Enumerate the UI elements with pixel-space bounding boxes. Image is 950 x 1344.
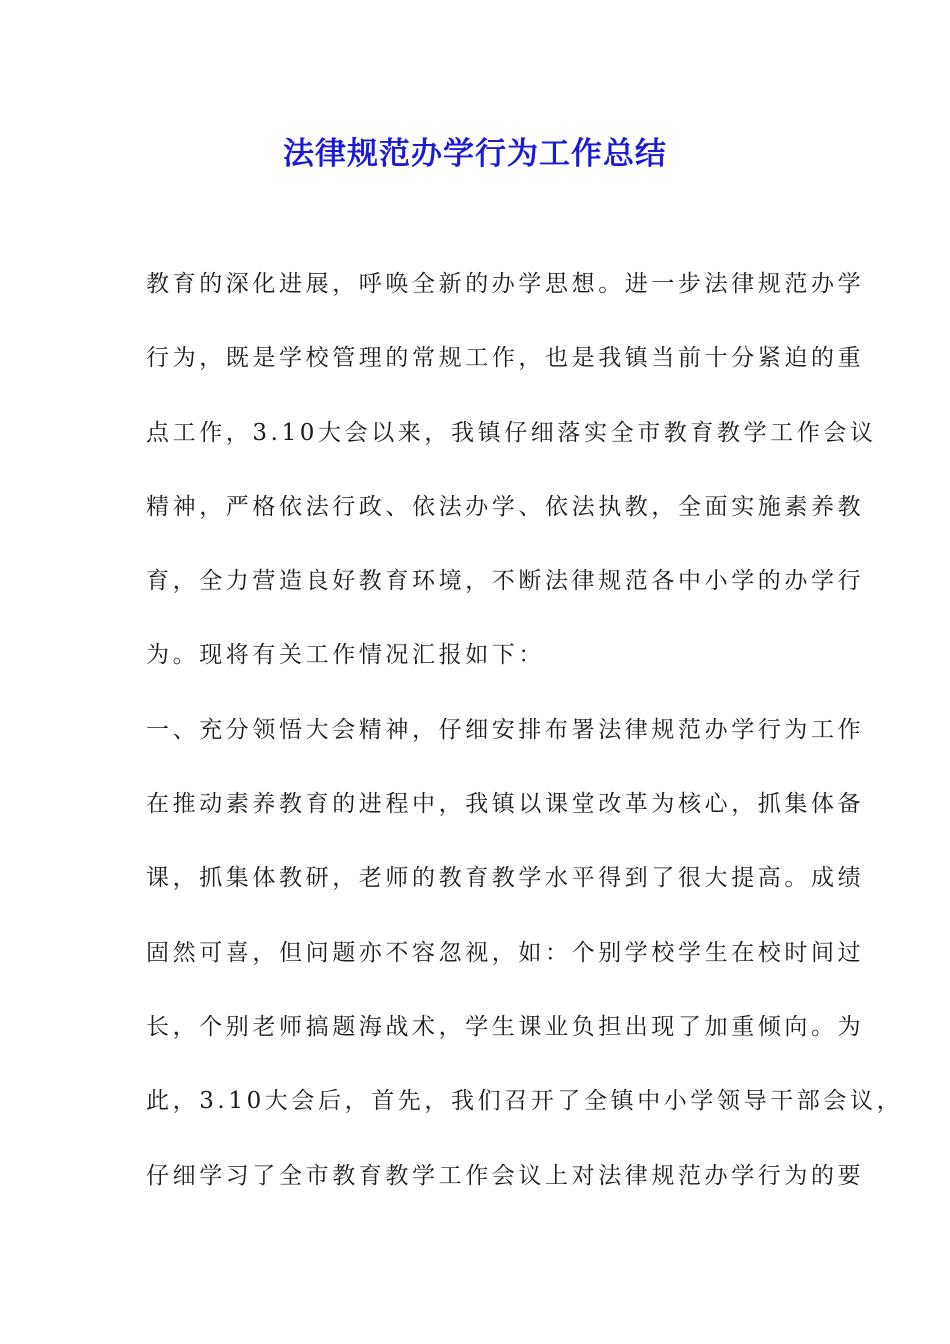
body-line: 精神，严格依法行政、依法办学、依法执教，全面实施素养教 bbox=[146, 493, 865, 520]
body-line: 仔细学习了全市教育教学工作会议上对法律规范办学行为的要 bbox=[146, 1162, 865, 1189]
document-body bbox=[146, 260, 904, 1226]
section-heading: 一、充分领悟大会精神，仔细安排布署法律规范办学行为工作 bbox=[146, 716, 865, 743]
body-line: 行为，既是学校管理的常规工作，也是我镇当前十分紧迫的重 bbox=[146, 345, 865, 372]
body-line: 为。现将有关工作情况汇报如下： bbox=[146, 642, 545, 669]
body-line: 课，抓集体教研，老师的教育教学水平得到了很大提高。成绩 bbox=[146, 865, 865, 892]
body-line: 固然可喜，但问题亦不容忽视，如：个别学校学生在校时间过 bbox=[146, 939, 865, 966]
body-line: 此，3.10大会后，首先，我们召开了全镇中小学领导干部会议， bbox=[146, 1088, 904, 1115]
body-line: 教育的深化进展，呼唤全新的办学思想。进一步法律规范办学 bbox=[146, 271, 865, 297]
body-line: 在推动素养教育的进程中，我镇以课堂改革为核心，抓集体备 bbox=[146, 791, 865, 818]
document-title: 法律规范办学行为工作总结 bbox=[283, 136, 667, 172]
body-line: 育，全力营造良好教育环境，不断法律规范各中小学的办学行 bbox=[146, 568, 865, 595]
body-line: 长，个别老师搞题海战术，学生课业负担出现了加重倾向。为 bbox=[146, 1013, 865, 1040]
body-line: 点工作，3.10大会以来，我镇仔细落实全市教育教学工作会议 bbox=[146, 419, 877, 446]
